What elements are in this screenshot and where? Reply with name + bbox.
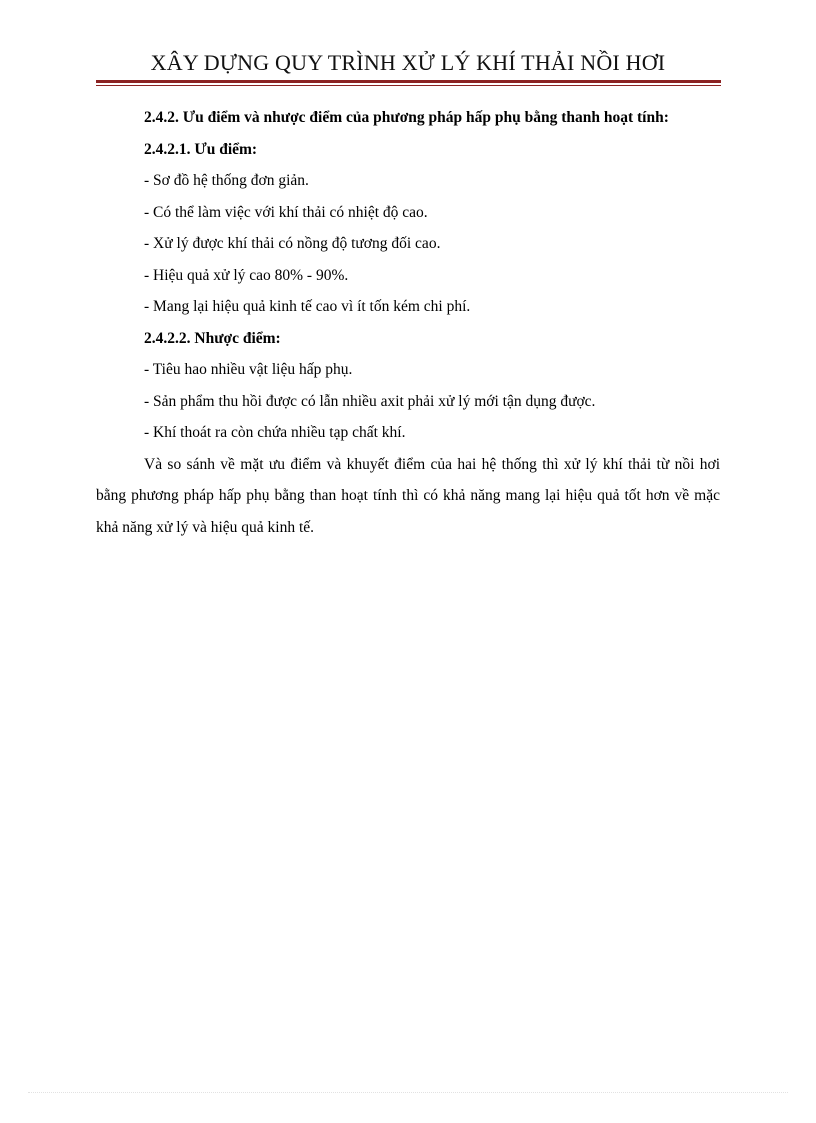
header-rule-thick <box>96 80 721 83</box>
disadvantage-item: - Khí thoát ra còn chứa nhiều tạp chất khí. <box>144 424 406 441</box>
disadvantage-item: - Sản phẩm thu hồi được có lẫn nhiều axit phải xử lý mới tận dụng được. <box>144 392 596 410</box>
section-heading: 2.4.2. Ưu điểm và nhược điểm của phương pháp hấp phụ bằng thanh hoạt tính: <box>144 109 669 126</box>
disadvantages-heading: 2.4.2.2. Nhược điểm: <box>144 329 281 347</box>
advantage-item: - Có thể làm việc với khí thải có nhiệt độ cao. <box>144 203 428 221</box>
advantage-item: - Hiệu quả xử lý cao 80% - 90%. <box>144 266 349 284</box>
advantages-heading: 2.4.2.1. Ưu điểm: <box>144 140 258 158</box>
header-rule-thin <box>96 85 721 86</box>
advantage-item: - Xử lý được khí thải có nồng độ tương đối cao. <box>144 235 441 252</box>
document-body <box>96 102 720 543</box>
advantage-item: - Mang lại hiệu quả kinh tế cao vì ít tốn kém chi phí. <box>144 298 471 315</box>
conclusion-paragraph: Và so sánh về mặt ưu điểm và khuyết điểm của hai hệ thống thì xử lý khí thải từ nồi hơi bằng phương pháp hấp phụ bằng than hoạt tính thì có khả năng mang lại hiệu quả tốt hơn về mặc khả năng xử lý và hiệu quả kinh tế. <box>96 455 720 536</box>
advantage-item: - Sơ đồ hệ thống đơn giản. <box>144 172 309 189</box>
footer-rule <box>28 1092 788 1093</box>
disadvantage-item: - Tiêu hao nhiều vật liệu hấp phụ. <box>144 361 353 378</box>
page-header-title: XÂY DỰNG QUY TRÌNH XỬ LÝ KHÍ THẢI NỒI HƠI <box>150 50 666 75</box>
